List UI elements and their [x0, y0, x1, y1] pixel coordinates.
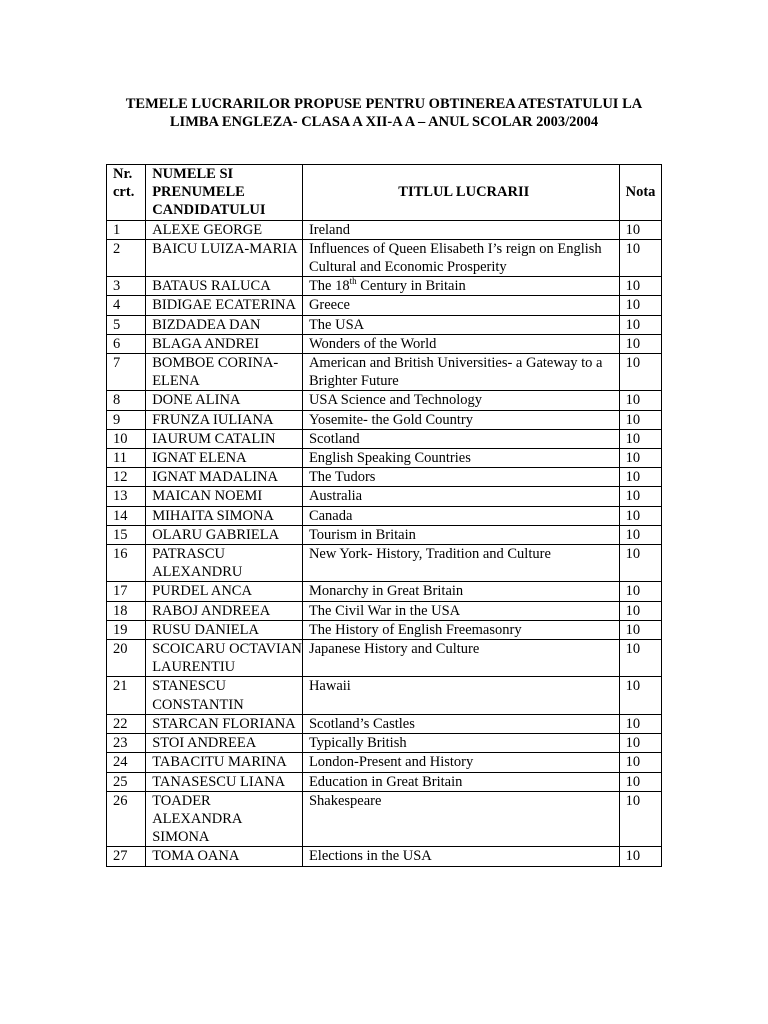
row-title: Tourism in Britain — [302, 525, 619, 544]
works-table — [106, 164, 662, 867]
row-nota: 10 — [619, 334, 661, 353]
row-title: Greece — [302, 296, 619, 315]
row-title: Wonders of the World — [302, 334, 619, 353]
row-nota: 10 — [619, 734, 661, 753]
table-header-row — [107, 165, 662, 221]
row-name: BAICU LUIZA-MARIA — [146, 239, 303, 276]
row-nr: 11 — [107, 449, 146, 468]
row-name: STOI ANDREEA — [146, 734, 303, 753]
row-title: Typically British — [302, 734, 619, 753]
row-name: TANASESCU LIANA — [146, 772, 303, 791]
row-nr: 3 — [107, 277, 146, 296]
table-row — [107, 391, 662, 410]
row-name: SCOICARU OCTAVIAN LAURENTIU — [146, 640, 303, 677]
row-nr: 23 — [107, 734, 146, 753]
row-name: PATRASCU ALEXANDRU — [146, 545, 303, 582]
table-row — [107, 506, 662, 525]
row-title: Hawaii — [302, 677, 619, 714]
row-nota: 10 — [619, 239, 661, 276]
table-row — [107, 772, 662, 791]
row-title: Canada — [302, 506, 619, 525]
row-nr: 24 — [107, 753, 146, 772]
row-nota: 10 — [619, 506, 661, 525]
row-title: USA Science and Technology — [302, 391, 619, 410]
table-row — [107, 220, 662, 239]
table-row — [107, 640, 662, 677]
row-nota: 10 — [619, 410, 661, 429]
table-row — [107, 677, 662, 714]
table-row — [107, 791, 662, 847]
row-nota: 10 — [619, 449, 661, 468]
row-name: STARCAN FLORIANA — [146, 714, 303, 733]
row-nota: 10 — [619, 677, 661, 714]
row-title: Influences of Queen Elisabeth I’s reign on English Cultural and Economic Prosperity — [302, 239, 619, 276]
table-body — [107, 220, 662, 866]
row-nota: 10 — [619, 714, 661, 733]
table-row — [107, 410, 662, 429]
row-name: ALEXE GEORGE — [146, 220, 303, 239]
row-nota: 10 — [619, 468, 661, 487]
row-nr: 14 — [107, 506, 146, 525]
row-nr: 9 — [107, 410, 146, 429]
row-nota: 10 — [619, 582, 661, 601]
row-nr: 16 — [107, 545, 146, 582]
row-nr: 17 — [107, 582, 146, 601]
row-title: Shakespeare — [302, 791, 619, 847]
row-name: IGNAT ELENA — [146, 449, 303, 468]
table-row — [107, 277, 662, 296]
row-name: STANESCU CONSTANTIN — [146, 677, 303, 714]
row-title: The Tudors — [302, 468, 619, 487]
row-name: MAICAN NOEMI — [146, 487, 303, 506]
row-nota: 10 — [619, 847, 661, 866]
row-name: OLARU GABRIELA — [146, 525, 303, 544]
row-nota: 10 — [619, 620, 661, 639]
row-nr: 20 — [107, 640, 146, 677]
header-nr: Nr. crt. — [107, 165, 146, 221]
table-row — [107, 714, 662, 733]
row-title: Yosemite- the Gold Country — [302, 410, 619, 429]
row-title: The History of English Freemasonry — [302, 620, 619, 639]
row-name: DONE ALINA — [146, 391, 303, 410]
row-nr: 8 — [107, 391, 146, 410]
header-name: NUMELE SI PRENUMELE CANDIDATULUI — [146, 165, 303, 221]
row-name: BIZDADEA DAN — [146, 315, 303, 334]
document-title — [60, 95, 708, 131]
row-name: FRUNZA IULIANA — [146, 410, 303, 429]
table-row — [107, 582, 662, 601]
table-row — [107, 296, 662, 315]
row-title: Australia — [302, 487, 619, 506]
row-name: MIHAITA SIMONA — [146, 506, 303, 525]
row-name: BATAUS RALUCA — [146, 277, 303, 296]
table-row — [107, 468, 662, 487]
table-row — [107, 734, 662, 753]
row-nr: 6 — [107, 334, 146, 353]
row-name: TOADER ALEXANDRA SIMONA — [146, 791, 303, 847]
row-nr: 5 — [107, 315, 146, 334]
row-name: TABACITU MARINA — [146, 753, 303, 772]
table-row — [107, 545, 662, 582]
row-nr: 2 — [107, 239, 146, 276]
table-row — [107, 487, 662, 506]
row-title: New York- History, Tradition and Culture — [302, 545, 619, 582]
row-nr: 18 — [107, 601, 146, 620]
header-nota: Nota — [619, 165, 661, 221]
row-nota: 10 — [619, 772, 661, 791]
table-row — [107, 239, 662, 276]
row-nota: 10 — [619, 220, 661, 239]
table-row — [107, 601, 662, 620]
table-row — [107, 847, 662, 866]
row-nota: 10 — [619, 487, 661, 506]
row-title-part: Century in Britain — [356, 278, 466, 295]
document-title-line-2: LIMBA ENGLEZA- CLASA A XII-A A – ANUL SCOLAR 2003/2004 — [169, 114, 599, 130]
row-title: The USA — [302, 315, 619, 334]
row-name: BLAGA ANDREI — [146, 334, 303, 353]
row-title: London-Present and History — [302, 753, 619, 772]
row-title-part: The 18 — [308, 278, 350, 295]
row-nota: 10 — [619, 791, 661, 847]
row-nr: 25 — [107, 772, 146, 791]
table-row — [107, 620, 662, 639]
row-nota: 10 — [619, 391, 661, 410]
row-title: Monarchy in Great Britain — [302, 582, 619, 601]
row-name: BIDIGAE ECATERINA — [146, 296, 303, 315]
document-title-line-1: TEMELE LUCRARILOR PROPUSE PENTRU OBTINEREA ATESTATULUI LA — [125, 96, 643, 112]
row-name: TOMA OANA — [146, 847, 303, 866]
row-name: BOMBOE CORINA-ELENA — [146, 354, 303, 391]
row-nota: 10 — [619, 525, 661, 544]
row-nota: 10 — [619, 601, 661, 620]
row-title: Japanese History and Culture — [302, 640, 619, 677]
row-nr: 1 — [107, 220, 146, 239]
row-nr: 13 — [107, 487, 146, 506]
row-title: English Speaking Countries — [302, 449, 619, 468]
row-title: American and British Universities- a Gateway to a Brighter Future — [302, 354, 619, 391]
row-nota: 10 — [619, 354, 661, 391]
row-name: IAURUM CATALIN — [146, 429, 303, 448]
row-nr: 21 — [107, 677, 146, 714]
row-nota: 10 — [619, 753, 661, 772]
row-nota: 10 — [619, 545, 661, 582]
row-title: Ireland — [302, 220, 619, 239]
row-nr: 22 — [107, 714, 146, 733]
row-nr: 7 — [107, 354, 146, 391]
table-row — [107, 315, 662, 334]
row-title: Elections in the USA — [302, 847, 619, 866]
header-title: TITLUL LUCRARII — [302, 165, 619, 221]
row-title — [302, 277, 619, 296]
row-nr: 4 — [107, 296, 146, 315]
row-name: PURDEL ANCA — [146, 582, 303, 601]
row-title: Education in Great Britain — [302, 772, 619, 791]
table-row — [107, 429, 662, 448]
row-nr: 27 — [107, 847, 146, 866]
row-nr: 10 — [107, 429, 146, 448]
row-nr: 12 — [107, 468, 146, 487]
row-title: Scotland — [302, 429, 619, 448]
row-nota: 10 — [619, 429, 661, 448]
row-name: IGNAT MADALINA — [146, 468, 303, 487]
row-nr: 26 — [107, 791, 146, 847]
row-name: RUSU DANIELA — [146, 620, 303, 639]
table-row — [107, 334, 662, 353]
row-nr: 19 — [107, 620, 146, 639]
row-title: Scotland’s Castles — [302, 714, 619, 733]
row-nota: 10 — [619, 277, 661, 296]
table-row — [107, 354, 662, 391]
row-nota: 10 — [619, 296, 661, 315]
table-row — [107, 449, 662, 468]
row-title-superscript: th — [349, 276, 357, 287]
table-row — [107, 525, 662, 544]
row-nr: 15 — [107, 525, 146, 544]
row-nota: 10 — [619, 315, 661, 334]
row-nota: 10 — [619, 640, 661, 677]
row-title: The Civil War in the USA — [302, 601, 619, 620]
table-row — [107, 753, 662, 772]
row-name: RABOJ ANDREEA — [146, 601, 303, 620]
